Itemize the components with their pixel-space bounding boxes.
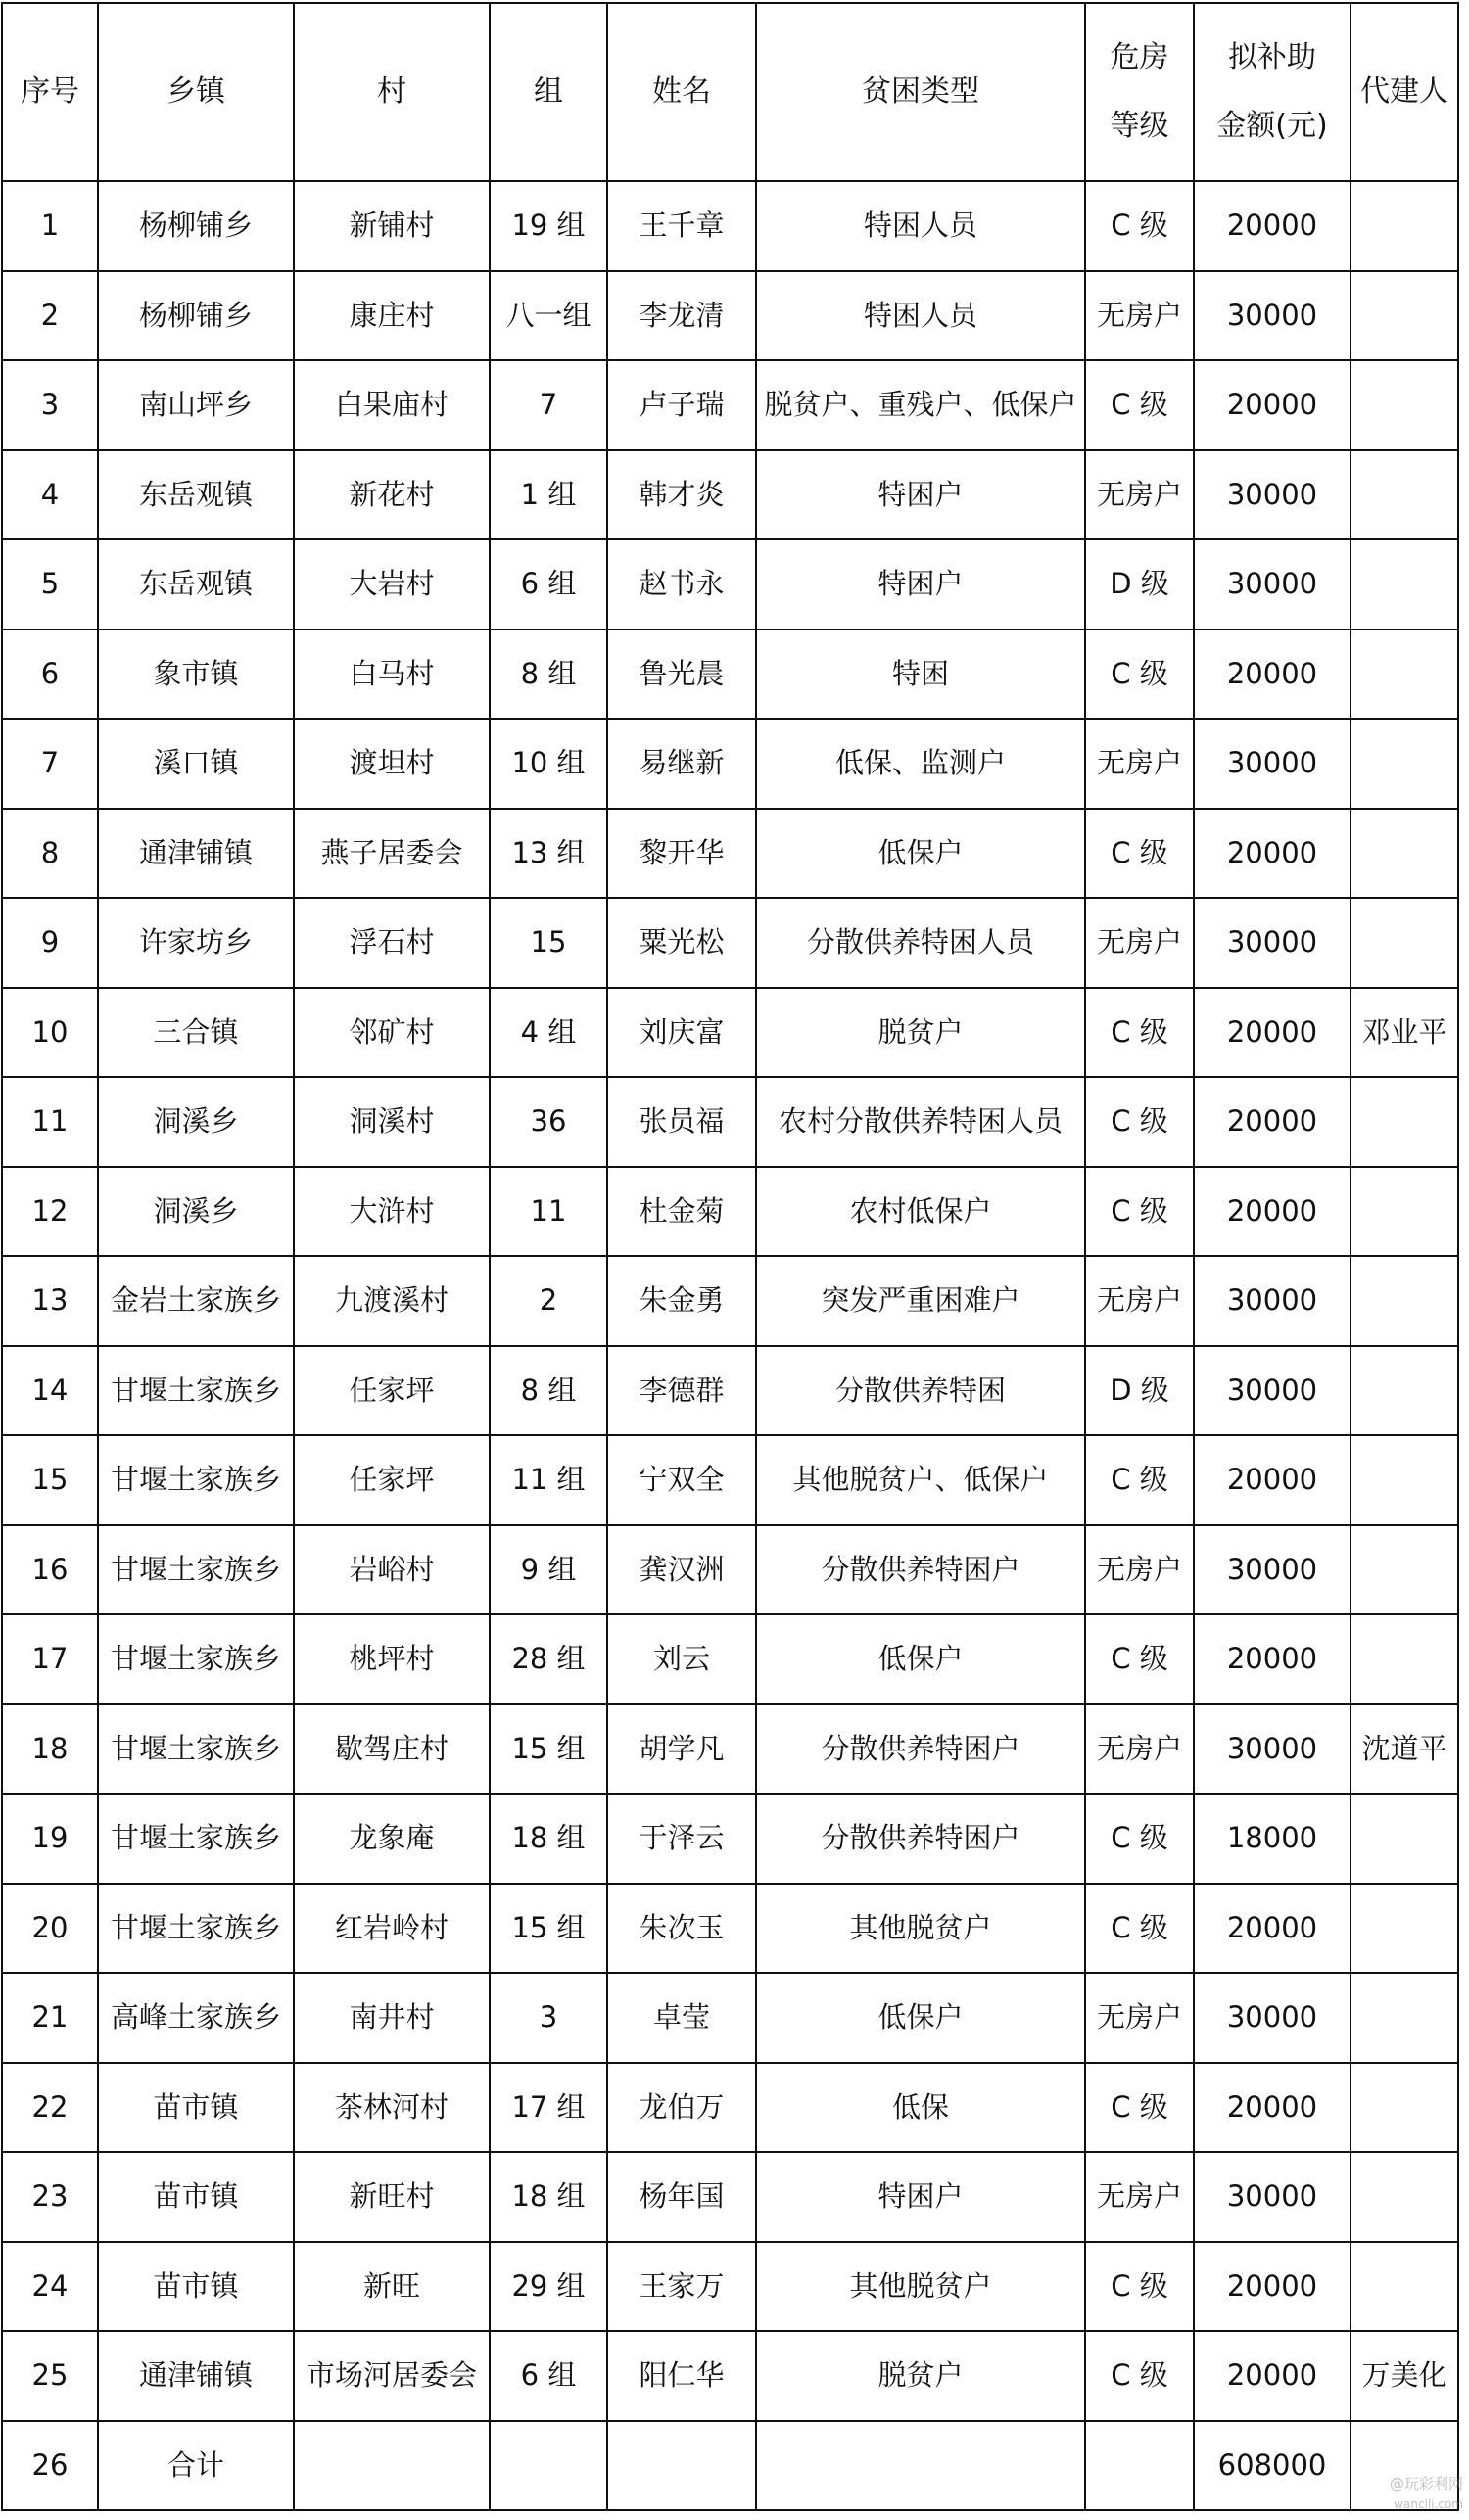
cell-amount: 20000 [1194,1077,1351,1167]
cell-amount: 20000 [1194,809,1351,899]
cell-grade: D 级 [1085,1346,1194,1436]
cell-village: 白果庙村 [294,360,490,450]
cell-township: 甘堰土家族乡 [98,1525,294,1615]
cell-grade: C 级 [1085,988,1194,1078]
cell-name: 张员福 [607,1077,756,1167]
cell-amount: 30000 [1194,450,1351,540]
cell-seq: 7 [2,719,98,809]
cell-village: 大岩村 [294,539,490,630]
cell-seq: 2 [2,271,98,361]
cell-township: 东岳观镇 [98,539,294,630]
cell-seq: 16 [2,1525,98,1615]
table-row [2,271,1458,361]
header-group: 组 [490,3,607,181]
table-row [2,898,1458,988]
table-row [2,1435,1458,1525]
cell-name: 李龙清 [607,271,756,361]
cell-township: 溪口镇 [98,719,294,809]
header-subsidy [1194,3,1351,181]
cell-township: 苗市镇 [98,2063,294,2153]
cell-builder: 万美化 [1351,2331,1458,2421]
cell-seq: 6 [2,630,98,720]
cell-grade: D 级 [1085,539,1194,630]
cell-township: 杨柳铺乡 [98,271,294,361]
cell-amount: 20000 [1194,360,1351,450]
cell-name: 赵书永 [607,539,756,630]
cell-name: 龙伯万 [607,2063,756,2153]
cell-seq: 15 [2,1435,98,1525]
cell-seq: 23 [2,2152,98,2242]
cell-village: 康庄村 [294,271,490,361]
table-row [2,1794,1458,1884]
table-row [2,360,1458,450]
cell-group: 29 组 [490,2242,607,2332]
cell-seq: 10 [2,988,98,1078]
cell-group: 6 组 [490,2331,607,2421]
cell-seq: 8 [2,809,98,899]
cell-builder [1351,1525,1458,1615]
cell-builder [1351,1346,1458,1436]
cell-seq: 11 [2,1077,98,1167]
cell-type: 分散供养特困 [756,1346,1085,1436]
cell-village [294,2421,490,2511]
header-row [2,3,1458,181]
cell-amount: 20000 [1194,1614,1351,1704]
cell-seq: 5 [2,539,98,630]
cell-builder [1351,898,1458,988]
cell-seq: 12 [2,1167,98,1257]
cell-group: 1 组 [490,450,607,540]
cell-amount: 20000 [1194,1435,1351,1525]
cell-seq: 4 [2,450,98,540]
cell-group: 11 组 [490,1435,607,1525]
cell-name: 刘云 [607,1614,756,1704]
cell-type: 低保 [756,2063,1085,2153]
cell-grade: 无房户 [1085,1525,1194,1615]
cell-village: 新铺村 [294,181,490,271]
cell-type: 特困人员 [756,271,1085,361]
cell-township: 甘堰土家族乡 [98,1346,294,1436]
cell-group: 15 组 [490,1884,607,1974]
cell-type: 低保户 [756,1614,1085,1704]
cell-village: 燕子居委会 [294,809,490,899]
cell-village: 任家坪 [294,1346,490,1436]
cell-township: 金岩土家族乡 [98,1256,294,1346]
cell-grade: C 级 [1085,2331,1194,2421]
cell-grade: 无房户 [1085,2152,1194,2242]
table-row [2,1525,1458,1615]
cell-village: 市场河居委会 [294,2331,490,2421]
cell-seq: 1 [2,181,98,271]
cell-seq: 9 [2,898,98,988]
cell-builder [1351,2152,1458,2242]
cell-amount: 18000 [1194,1794,1351,1884]
cell-seq: 26 [2,2421,98,2511]
cell-grade: 无房户 [1085,1973,1194,2063]
cell-name: 杨年国 [607,2152,756,2242]
cell-type: 突发严重困难户 [756,1256,1085,1346]
cell-builder [1351,1256,1458,1346]
cell-builder [1351,271,1458,361]
cell-type: 低保户 [756,809,1085,899]
cell-seq: 20 [2,1884,98,1974]
cell-type: 脱贫户 [756,988,1085,1078]
cell-builder [1351,1614,1458,1704]
table-row [2,2063,1458,2153]
table-row [2,1077,1458,1167]
cell-type: 分散供养特困户 [756,1704,1085,1795]
cell-type: 特困户 [756,450,1085,540]
cell-builder [1351,1077,1458,1167]
cell-name: 朱次玉 [607,1884,756,1974]
cell-village: 任家坪 [294,1435,490,1525]
cell-seq: 3 [2,360,98,450]
table-row [2,1884,1458,1974]
cell-township: 许家坊乡 [98,898,294,988]
cell-amount: 20000 [1194,1167,1351,1257]
cell-group: 15 组 [490,1704,607,1795]
cell-builder [1351,539,1458,630]
cell-name [607,2421,756,2511]
header-house-grade-line2: 等级 [1110,109,1169,143]
cell-village: 邻矿村 [294,988,490,1078]
table-row [2,719,1458,809]
cell-amount: 30000 [1194,1525,1351,1615]
cell-township: 洞溪乡 [98,1167,294,1257]
cell-township: 洞溪乡 [98,1077,294,1167]
cell-township: 杨柳铺乡 [98,181,294,271]
cell-seq: 22 [2,2063,98,2153]
cell-village: 浮石村 [294,898,490,988]
cell-township: 甘堰土家族乡 [98,1884,294,1974]
cell-grade: 无房户 [1085,271,1194,361]
cell-group: 28 组 [490,1614,607,1704]
cell-type: 脱贫户 [756,2331,1085,2421]
cell-township: 象市镇 [98,630,294,720]
cell-group: 15 [490,898,607,988]
cell-seq: 24 [2,2242,98,2332]
cell-type: 特困人员 [756,181,1085,271]
cell-type: 其他脱贫户 [756,2242,1085,2332]
header-name: 姓名 [607,3,756,181]
cell-builder [1351,360,1458,450]
table-row [2,1614,1458,1704]
cell-group: 8 组 [490,630,607,720]
cell-type: 特困户 [756,539,1085,630]
cell-grade: C 级 [1085,181,1194,271]
cell-amount: 20000 [1194,181,1351,271]
cell-builder [1351,809,1458,899]
cell-amount: 20000 [1194,1884,1351,1974]
cell-amount: 30000 [1194,1346,1351,1436]
cell-name: 黎开华 [607,809,756,899]
cell-name: 阳仁华 [607,2331,756,2421]
cell-township: 合计 [98,2421,294,2511]
cell-group: 9 组 [490,1525,607,1615]
cell-township: 苗市镇 [98,2242,294,2332]
cell-builder [1351,2242,1458,2332]
cell-grade: 无房户 [1085,719,1194,809]
cell-builder: 邓业平 [1351,988,1458,1078]
cell-name: 王家万 [607,2242,756,2332]
cell-builder [1351,1884,1458,1974]
cell-group: 18 组 [490,2152,607,2242]
cell-builder: 沈道平 [1351,1704,1458,1795]
cell-seq: 21 [2,1973,98,2063]
header-subsidy-line1: 拟补助 [1228,40,1316,74]
cell-type: 其他脱贫户、低保户 [756,1435,1085,1525]
cell-group: 2 [490,1256,607,1346]
cell-village: 新花村 [294,450,490,540]
table-row [2,1704,1458,1795]
cell-builder [1351,1973,1458,2063]
cell-name: 朱金勇 [607,1256,756,1346]
cell-village: 大浒村 [294,1167,490,1257]
cell-group: 17 组 [490,2063,607,2153]
cell-name: 杜金菊 [607,1167,756,1257]
cell-type: 农村分散供养特困人员 [756,1077,1085,1167]
cell-village: 新旺村 [294,2152,490,2242]
cell-amount: 20000 [1194,630,1351,720]
cell-seq: 19 [2,1794,98,1884]
header-house-grade [1085,3,1194,181]
cell-amount: 20000 [1194,2242,1351,2332]
cell-grade: C 级 [1085,630,1194,720]
header-poverty-type: 贫困类型 [756,3,1085,181]
cell-grade: 无房户 [1085,1704,1194,1795]
cell-village: 渡坦村 [294,719,490,809]
cell-village: 歇驾庄村 [294,1704,490,1795]
cell-type: 其他脱贫户 [756,1884,1085,1974]
cell-builder [1351,1167,1458,1257]
cell-group: 18 组 [490,1794,607,1884]
table-row [2,809,1458,899]
cell-name: 粟光松 [607,898,756,988]
table-row [2,181,1458,271]
cell-township: 甘堰土家族乡 [98,1614,294,1704]
cell-type: 农村低保户 [756,1167,1085,1257]
cell-village: 红岩岭村 [294,1884,490,1974]
cell-seq: 18 [2,1704,98,1795]
table-body [2,181,1458,2510]
table-header [2,3,1458,181]
cell-grade: 无房户 [1085,1256,1194,1346]
cell-amount: 30000 [1194,898,1351,988]
cell-grade: C 级 [1085,360,1194,450]
cell-amount: 30000 [1194,271,1351,361]
cell-grade: 无房户 [1085,450,1194,540]
subsidy-table [1,2,1459,2511]
cell-group: 7 [490,360,607,450]
cell-grade: C 级 [1085,1435,1194,1525]
cell-grade: 无房户 [1085,898,1194,988]
cell-village: 白马村 [294,630,490,720]
cell-township: 高峰土家族乡 [98,1973,294,2063]
cell-village: 岩峪村 [294,1525,490,1615]
cell-grade: C 级 [1085,809,1194,899]
cell-seq: 14 [2,1346,98,1436]
cell-amount: 20000 [1194,988,1351,1078]
cell-type [756,2421,1085,2511]
cell-group: 36 [490,1077,607,1167]
header-seq: 序号 [2,3,98,181]
header-subsidy-line2: 金额(元) [1216,109,1328,143]
cell-group [490,2421,607,2511]
cell-village: 九渡溪村 [294,1256,490,1346]
cell-name: 龚汉洲 [607,1525,756,1615]
cell-name: 宁双全 [607,1435,756,1525]
cell-builder [1351,1794,1458,1884]
cell-grade: C 级 [1085,2242,1194,2332]
watermark-line2: wanclli.com [1394,2497,1463,2511]
cell-amount: 20000 [1194,2331,1351,2421]
cell-township: 东岳观镇 [98,450,294,540]
header-subsidy-stack [1195,4,1350,180]
cell-township: 南山坪乡 [98,360,294,450]
cell-type: 分散供养特困户 [756,1794,1085,1884]
cell-name: 胡学凡 [607,1704,756,1795]
header-house-grade-stack [1086,4,1193,180]
cell-village: 洞溪村 [294,1077,490,1167]
cell-builder [1351,1435,1458,1525]
header-township: 乡镇 [98,3,294,181]
cell-grade: C 级 [1085,2063,1194,2153]
cell-group: 八一组 [490,271,607,361]
header-builder: 代建人 [1351,3,1458,181]
cell-seq: 17 [2,1614,98,1704]
cell-builder [1351,181,1458,271]
cell-type: 低保户 [756,1973,1085,2063]
cell-amount: 30000 [1194,1704,1351,1795]
cell-amount: 30000 [1194,719,1351,809]
cell-builder [1351,719,1458,809]
cell-grade: C 级 [1085,1077,1194,1167]
cell-amount: 30000 [1194,1256,1351,1346]
cell-village: 龙象庵 [294,1794,490,1884]
cell-grade: C 级 [1085,1794,1194,1884]
cell-grade: C 级 [1085,1614,1194,1704]
cell-builder [1351,450,1458,540]
cell-type: 分散供养特困人员 [756,898,1085,988]
cell-amount: 30000 [1194,539,1351,630]
table-row [2,2331,1458,2421]
table-row [2,1167,1458,1257]
cell-grade [1085,2421,1194,2511]
table-row [2,2421,1458,2511]
table-row [2,450,1458,540]
cell-name: 卢子瑞 [607,360,756,450]
cell-township: 三合镇 [98,988,294,1078]
cell-name: 鲁光晨 [607,630,756,720]
table-row [2,2242,1458,2332]
cell-type: 分散供养特困户 [756,1525,1085,1615]
cell-name: 韩才炎 [607,450,756,540]
cell-group: 4 组 [490,988,607,1078]
cell-village: 新旺 [294,2242,490,2332]
cell-township: 甘堰土家族乡 [98,1704,294,1795]
table-row [2,1346,1458,1436]
cell-township: 甘堰土家族乡 [98,1435,294,1525]
cell-seq: 25 [2,2331,98,2421]
cell-type: 特困户 [756,2152,1085,2242]
cell-group: 10 组 [490,719,607,809]
cell-township: 通津铺镇 [98,809,294,899]
watermark-logo [1379,2469,1465,2516]
cell-village: 桃坪村 [294,1614,490,1704]
table-row [2,1256,1458,1346]
header-house-grade-line1: 危房 [1110,40,1169,74]
cell-group: 11 [490,1167,607,1257]
cell-builder [1351,630,1458,720]
cell-name: 刘庆富 [607,988,756,1078]
table-row [2,2152,1458,2242]
table-row [2,539,1458,630]
cell-name: 卓莹 [607,1973,756,2063]
header-village: 村 [294,3,490,181]
cell-type: 特困 [756,630,1085,720]
cell-builder [1351,2063,1458,2153]
cell-township: 通津铺镇 [98,2331,294,2421]
cell-group: 19 组 [490,181,607,271]
cell-type: 脱贫户、重残户、低保户 [756,360,1085,450]
cell-township: 甘堰土家族乡 [98,1794,294,1884]
cell-village: 南井村 [294,1973,490,2063]
cell-amount: 30000 [1194,2152,1351,2242]
cell-township: 苗市镇 [98,2152,294,2242]
table-row [2,988,1458,1078]
cell-group: 6 组 [490,539,607,630]
table-row [2,1973,1458,2063]
cell-group: 13 组 [490,809,607,899]
cell-name: 李德群 [607,1346,756,1436]
cell-name: 于泽云 [607,1794,756,1884]
cell-name: 王千章 [607,181,756,271]
watermark-line1: @玩彩利网 [1389,2475,1463,2493]
cell-village: 茶林河村 [294,2063,490,2153]
cell-group: 8 组 [490,1346,607,1436]
cell-seq: 13 [2,1256,98,1346]
table-row [2,630,1458,720]
cell-amount: 20000 [1194,2063,1351,2153]
cell-type: 低保、监测户 [756,719,1085,809]
cell-name: 易继新 [607,719,756,809]
cell-amount: 608000 [1194,2421,1351,2511]
cell-grade: C 级 [1085,1884,1194,1974]
cell-group: 3 [490,1973,607,2063]
cell-amount: 30000 [1194,1973,1351,2063]
cell-grade: C 级 [1085,1167,1194,1257]
